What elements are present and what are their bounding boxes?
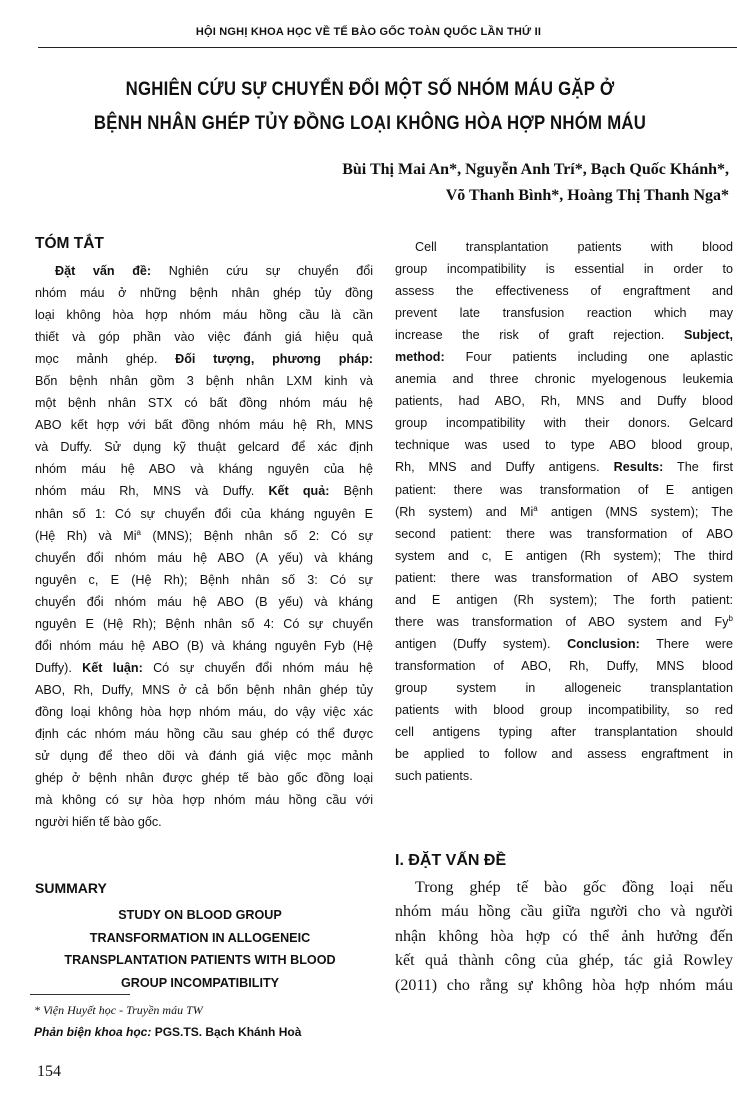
abstract-line: transformation of ABO, Rh, Duffy, MNS blood	[395, 658, 733, 673]
abstract-vi-body	[35, 260, 373, 833]
abstract-line: antigen (Duffy system). Conclusion: There were	[395, 636, 733, 651]
abstract-line: nhóm máu hệ ABO và kháng nguyên của hệ	[35, 462, 373, 477]
header-rule	[38, 47, 737, 48]
abstract-line: patients, had ABO, Rh, MNS and Duffy blood	[395, 394, 733, 409]
abstract-line: thiết và góp phần vào việc đánh giá hiệu quả	[35, 330, 373, 345]
paper-title-line-2: BỆNH NHÂN GHÉP TỦY ĐỒNG LOẠI KHÔNG HÒA HỢP NHÓM MÁU	[93, 112, 647, 134]
abstract-line: group incompatibility is essential in order to	[395, 262, 733, 277]
summary-title-line: TRANSPLANTATION PATIENTS WITH BLOOD	[64, 953, 336, 967]
abstract-line: một bệnh nhân STX có bất đồng nhóm máu hệ	[35, 396, 373, 411]
abstract-line: đồng loại không hòa hợp nhóm máu, do vậy việc xác	[35, 704, 373, 719]
abstract-line: và Duffy. Sử dụng kỹ thuật gelcard để xác định	[35, 440, 373, 455]
abstract-line: chuyển đổi nhóm máu hệ ABO (A yếu) và kháng	[35, 550, 373, 565]
abstract-line: anemia and three chronic myelogenous leukemia	[395, 372, 733, 387]
abstract-line: nhóm máu Rh, MNS và Duffy. Kết quả: Bệnh	[35, 484, 374, 499]
running-head: HỘI NGHỊ KHOA HỌC VỀ TẾ BÀO GỐC TOÀN QUỐC LẦN THỨ II	[195, 26, 542, 38]
paper-title-line-1: NGHIÊN CỨU SỰ CHUYỂN ĐỔI MỘT SỐ NHÓM MÁU GẶP Ở	[125, 78, 615, 100]
abstract-line: patient: there was transformation of E antigen	[395, 482, 733, 497]
abstract-line: Duffy). Kết luận: Có sự chuyển đổi nhóm máu hệ	[35, 660, 373, 675]
abstract-line: second patient: there was transformation of ABO	[395, 526, 733, 541]
abstract-line: patient: there was transformation of ABO system	[395, 570, 733, 585]
abstract-en-body	[395, 236, 733, 787]
abstract-line: assess the effectiveness of engraftment and	[395, 284, 733, 299]
page-number: 154	[37, 1063, 61, 1080]
abstract-line: method: Four patients including one aplastic	[395, 350, 733, 365]
abstract-line: and E antigen (Rh system); The forth patient:	[395, 592, 733, 607]
abstract-line: cell antigens typing after transplantation should	[395, 725, 733, 740]
footnote-reviewer: Phản biện khoa học: PGS.TS. Bạch Khánh Hoà	[34, 1025, 302, 1039]
abstract-line: ABO, Rh, Duffy, MNS ở cả bốn bệnh nhân ghép tủy	[35, 682, 373, 697]
abstract-line: mà không có sự hòa hợp nhóm máu hồng cầu với	[35, 793, 373, 808]
results-label: Results:	[613, 460, 664, 475]
abstract-line: group system in allogeneic transplantation	[395, 680, 733, 695]
abstract-line: mọc mảnh ghép. Đối tượng, phương pháp:	[35, 352, 373, 367]
abstract-line: prevent late transfusion reaction which may	[395, 306, 733, 321]
background-label: Đặt vấn đề:	[55, 264, 152, 278]
abstract-line: định các nhóm máu hồng cầu sau ghép có thể được	[35, 726, 373, 741]
authors-line-1: Bùi Thị Mai An*, Nguyễn Anh Trí*, Bạch Quốc Khánh*,	[342, 161, 729, 178]
abstract-line: nguyên E (Hệ Rh); Bệnh nhân số 4: Có sự chuyển	[35, 616, 373, 631]
abstract-line: người hiến tế bào gốc.	[35, 815, 162, 830]
summary-title	[30, 904, 370, 994]
intro-line: kết quả thành công của ghép, tác giả Rowley	[395, 952, 733, 970]
subject-label: Subject,	[684, 328, 733, 343]
introduction-body	[395, 876, 733, 998]
abstract-line: ghép ở bệnh nhân được ghép tế bào gốc đồng loại	[35, 771, 373, 786]
abstract-line: such patients.	[395, 769, 473, 784]
intro-line: nhận không hòa hợp có thể ảnh hưởng đến	[395, 927, 733, 945]
introduction-heading: I. ĐẶT VẤN ĐỀ	[395, 852, 507, 869]
abstract-line: (Hệ Rh) và Mi$^a$ (MNS); Bệnh nhân số 2: Có sự	[35, 527, 373, 543]
intro-line: Trong ghép tế bào gốc đồng loại nếu	[415, 879, 733, 896]
intro-line: nhóm máu hồng cầu giữa người cho và người	[395, 903, 733, 921]
abstract-line: sử dụng để theo dõi và đánh giá việc mọc mảnh	[35, 749, 373, 764]
summary-title-line: TRANSFORMATION IN ALLOGENEIC	[89, 930, 311, 945]
abstract-line: patients with blood group incompatibility, so red	[395, 702, 733, 717]
abstract-line: nhóm máu ở những bệnh nhân ghép tủy đồng	[35, 286, 373, 301]
authors-line-2: Võ Thanh Bình*, Hoàng Thị Thanh Nga*	[445, 187, 729, 204]
abstract-line: ABO kết hợp với bất đồng nhóm máu hệ Rh, MNS	[35, 418, 373, 433]
abstract-vi-heading: TÓM TẮT	[35, 235, 104, 252]
abstract-line: Đặt vấn đề: Nghiên cứu sự chuyển đổi	[55, 264, 373, 278]
abstract-line: increase the risk of graft rejection. Subject,	[395, 328, 733, 343]
abstract-line: be applied to follow and assess engraftment in	[395, 747, 733, 762]
abstract-line: nguyên c, E (Hệ Rh); Bệnh nhân số 3: Có sự	[35, 572, 373, 587]
summary-heading: SUMMARY	[35, 880, 107, 896]
abstract-line: loại không hòa hợp nhóm máu hồng cầu là cần	[35, 308, 373, 323]
conclusion-label: Kết luận:	[82, 660, 143, 675]
abstract-line: (Rh system) and Mi$^a$ antigen (MNS system); The	[395, 503, 734, 519]
footnote-rule	[30, 994, 130, 995]
abstract-line: system and c, E antigen (Rh system); The third	[395, 548, 733, 563]
method-label: method:	[395, 350, 445, 365]
summary-title-line: GROUP INCOMPATIBILITY	[120, 975, 280, 990]
abstract-line: Rh, MNS and Duffy antigens. Results: The first	[395, 460, 733, 475]
results-label: Kết quả:	[268, 484, 330, 499]
footnote-affiliation: * Viện Huyết học - Truyền máu TW	[34, 1003, 203, 1017]
abstract-line: technique was used to type ABO blood group,	[395, 438, 733, 453]
abstract-line: đổi nhóm máu hệ ABO (B) và kháng nguyên Fyb (Hệ	[35, 638, 373, 653]
abstract-line: nhân số 1: Có sự chuyển đổi của kháng nguyên E	[35, 506, 373, 521]
method-label: Đối tượng, phương pháp:	[175, 352, 373, 367]
intro-line: (2011) cho rằng sự không hòa hợp nhóm máu	[395, 976, 733, 994]
summary-title-line: STUDY ON BLOOD GROUP	[118, 908, 282, 922]
conclusion-label: Conclusion:	[567, 636, 640, 651]
abstract-line: group incompatibility with their donors. Gelcard	[395, 416, 733, 431]
abstract-line: Bốn bệnh nhân gồm 3 bệnh nhân LXM kinh và	[35, 374, 373, 389]
abstract-line: there was transformation of ABO system and Fy$^b$	[395, 613, 733, 629]
abstract-line: Cell transplantation patients with blood	[415, 240, 733, 254]
abstract-line: chuyển đổi nhóm máu hệ ABO (B yếu) và kháng	[35, 594, 373, 609]
